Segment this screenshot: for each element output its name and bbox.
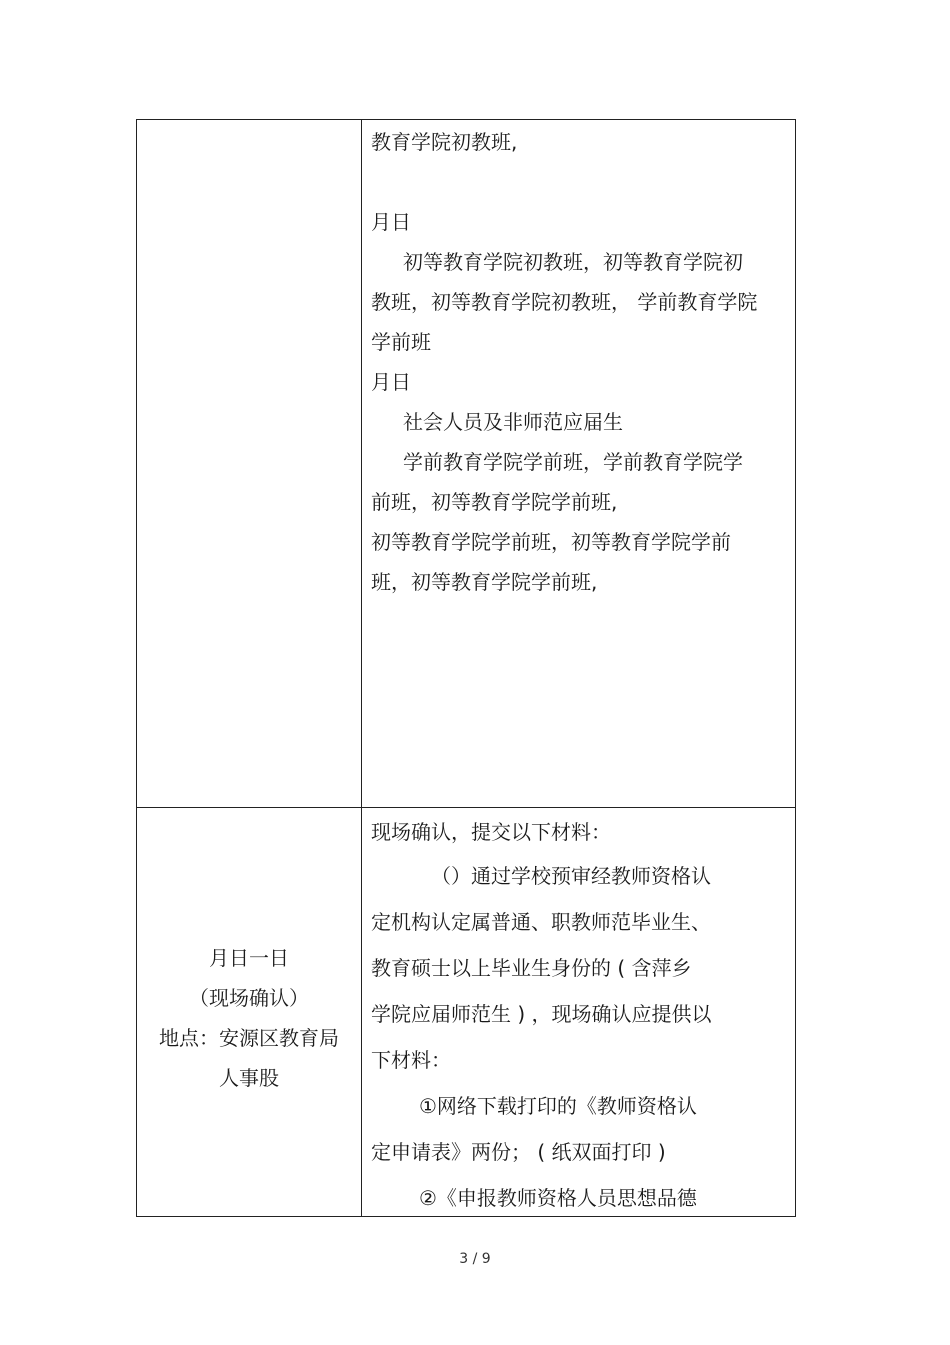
department: 人事股	[219, 1066, 279, 1090]
text-line: 下材料：	[371, 1048, 451, 1072]
column-divider	[361, 120, 362, 1216]
text-line: 月日	[371, 370, 411, 394]
text-line: 初等教育学院学前班，初等教育学院学前	[371, 530, 731, 554]
text-line: （）通过学校预审经教师资格认	[431, 864, 711, 888]
page-number: 3 / 9	[459, 1251, 491, 1267]
text-line: 学前教育学院学前班，学前教育学院学	[403, 450, 743, 474]
text-line: 学院应届师范生 ) ，现场确认应提供以	[371, 1002, 712, 1026]
text-line: 教班，初等教育学院初教班， 学前教育学院	[371, 290, 758, 314]
location: 地点：安源区教育局	[159, 1026, 339, 1050]
text-line: ①网络下载打印的《教师资格认	[419, 1094, 697, 1118]
text-line: 教育学院初教班,	[371, 130, 518, 154]
row-divider	[137, 807, 795, 808]
date-range: 月日一日	[209, 946, 289, 970]
text-line: ②《申报教师资格人员思想品德	[419, 1186, 697, 1210]
text-line: 前班，初等教育学院学前班,	[371, 490, 618, 514]
schedule-table	[136, 119, 796, 1217]
text-line: 社会人员及非师范应届生	[403, 410, 623, 434]
text-line: 现场确认，提交以下材料：	[371, 820, 611, 844]
text-line: 教育硕士以上毕业生身份的 ( 含萍乡	[371, 956, 692, 980]
text-line: 月日	[371, 210, 411, 234]
text-line: 学前班	[371, 330, 431, 354]
text-line: 初等教育学院初教班，初等教育学院初	[403, 250, 743, 274]
text-line: 定申请表》两份； ( 纸双面打印 )	[371, 1140, 666, 1164]
text-line: 定机构认定属普通、职教师范毕业生、	[371, 910, 711, 934]
row2-left-cell	[137, 938, 361, 1098]
confirmation-note: （现场确认）	[189, 986, 309, 1010]
text-line: 班，初等教育学院学前班,	[371, 570, 598, 594]
